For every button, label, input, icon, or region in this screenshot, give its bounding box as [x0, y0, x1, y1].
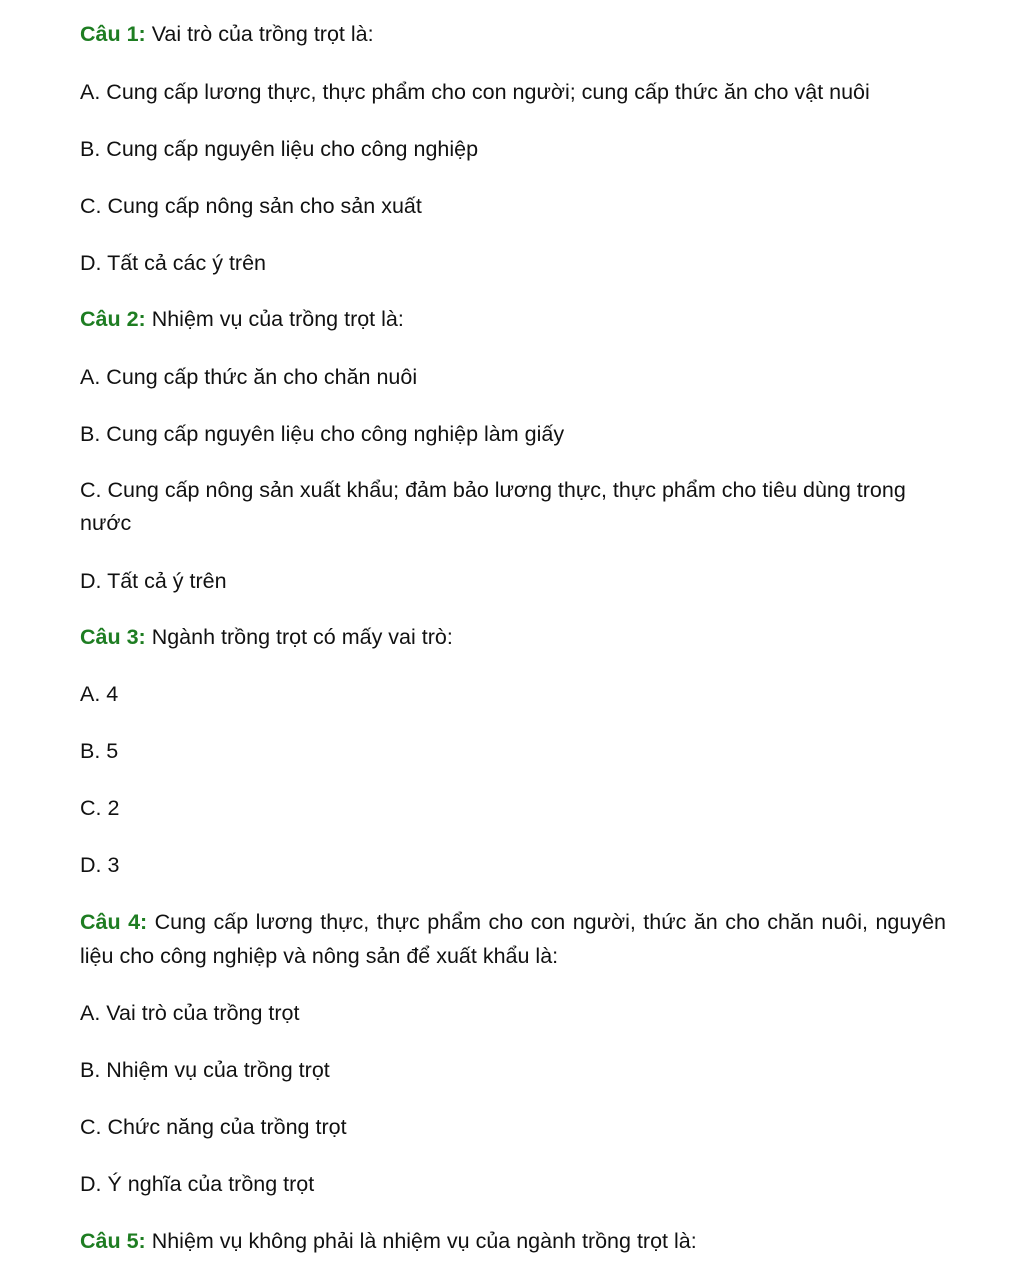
question-1-option-c: C. Cung cấp nông sản cho sản xuất	[80, 194, 422, 218]
question-2-label: Câu 2:	[80, 307, 146, 331]
question-3-option-a: A. 4	[80, 682, 119, 706]
question-3-option-d: D. 3	[80, 853, 120, 877]
question-3-option-c: C. 2	[80, 796, 120, 820]
question-4-option-a: A. Vai trò của trồng trọt	[80, 1001, 300, 1025]
question-2-option-d: D. Tất cả ý trên	[80, 569, 227, 593]
question-4-option-c: C. Chức năng của trồng trọt	[80, 1115, 347, 1139]
question-4-option-b: B. Nhiệm vụ của trồng trọt	[80, 1058, 330, 1082]
question-1-text: Vai trò của trồng trọt là:	[145, 22, 374, 46]
question-5	[80, 1224, 946, 1258]
question-1	[80, 17, 946, 51]
question-3-text: Ngành trồng trọt có mấy vai trò:	[145, 625, 453, 649]
question-3-label: Câu 3:	[80, 625, 146, 649]
question-4-option-d: D. Ý nghĩa của trồng trọt	[80, 1172, 315, 1196]
question-2-option-a: A. Cung cấp thức ăn cho chăn nuôi	[80, 365, 418, 389]
question-1-option-b: B. Cung cấp nguyên liệu cho công nghiệp	[80, 137, 479, 161]
question-3	[80, 620, 946, 654]
question-1-option-d: D. Tất cả các ý trên	[80, 251, 267, 275]
question-2-text: Nhiệm vụ của trồng trọt là:	[145, 307, 404, 331]
question-2-option-b: B. Cung cấp nguyên liệu cho công nghiệp làm giấy	[80, 422, 565, 446]
question-4	[80, 905, 946, 973]
question-1-option-a: A. Cung cấp lương thực, thực phẩm cho con người; cung cấp thức ăn cho vật nuôi	[80, 80, 870, 104]
question-1-label: Câu 1:	[80, 22, 146, 46]
question-5-label: Câu 5:	[80, 1229, 146, 1253]
question-4-text: Cung cấp lương thực, thực phẩm cho con người, thức ăn cho chăn nuôi, nguyên liệu cho công nghiệp và nông sản để xuất khẩu là:	[80, 910, 946, 968]
question-4-label: Câu 4:	[80, 910, 148, 934]
question-3-option-b: B. 5	[80, 739, 119, 763]
question-5-text: Nhiệm vụ không phải là nhiệm vụ của ngành trồng trọt là:	[145, 1229, 697, 1253]
question-2	[80, 302, 946, 336]
question-2-option-c: C. Cung cấp nông sản xuất khẩu; đảm bảo lương thực, thực phẩm cho tiêu dùng trong nước	[80, 478, 906, 535]
